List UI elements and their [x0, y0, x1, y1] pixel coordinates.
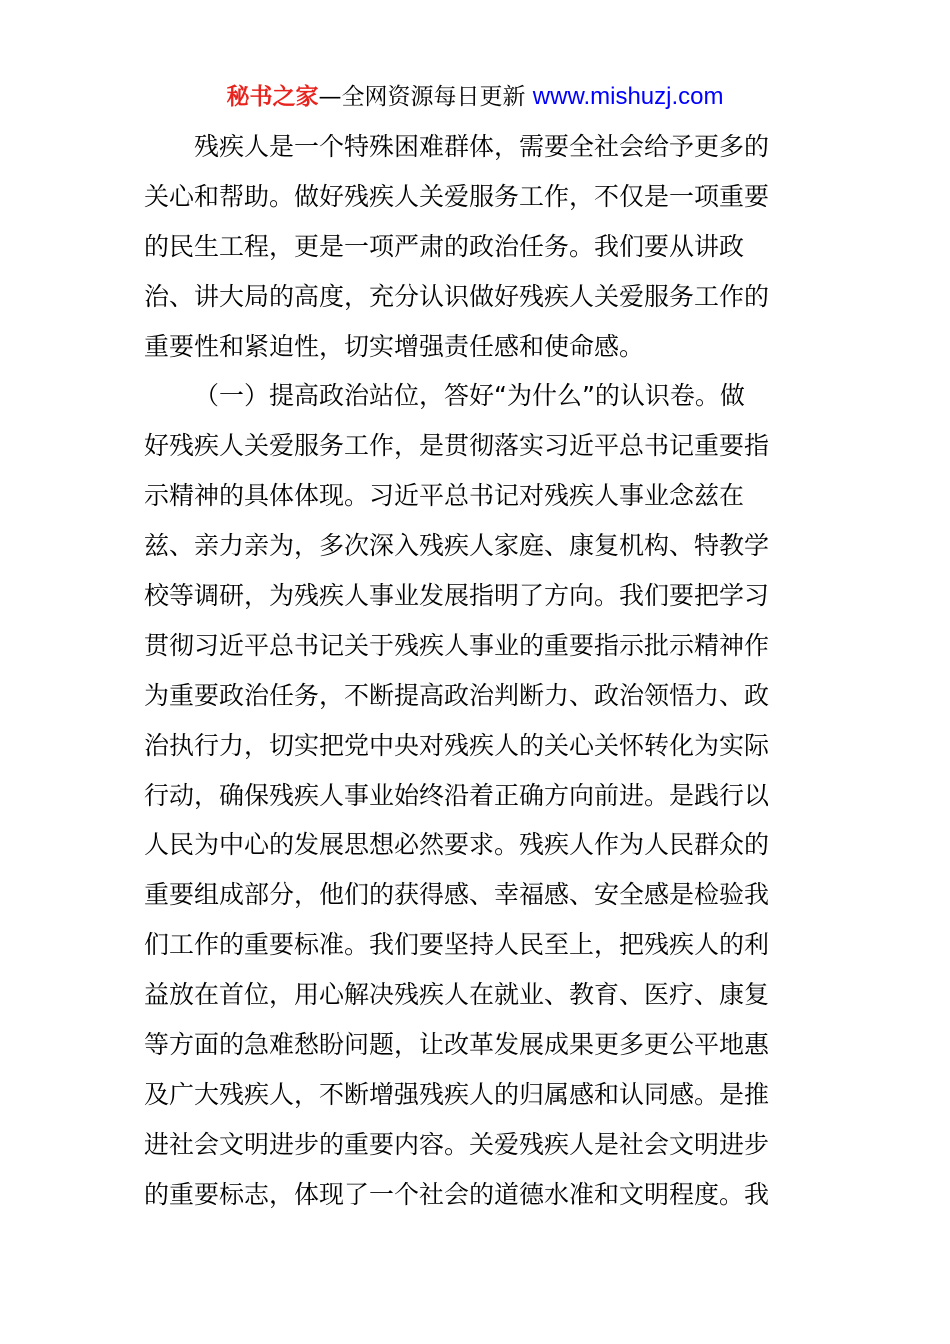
text-line: 进社会文明进步的重要内容。关爱残疾人是社会文明进步: [144, 1129, 770, 1159]
text-line: 行动，确保残疾人事业始终沿着正确方向前进。是践行以: [144, 780, 770, 810]
text-line: 贯彻习近平总书记关于残疾人事业的重要指示批示精神作: [144, 630, 770, 660]
text-line: 关心和帮助。做好残疾人关爱服务工作，不仅是一项重要: [144, 181, 770, 211]
text-line: 的民生工程，更是一项严肃的政治任务。我们要从讲政: [144, 231, 745, 261]
text-line: 重要性和紧迫性，切实增强责任感和使命感。: [144, 331, 645, 361]
section-heading-line: （一）提高政治站位，答好“为什么”的认识卷。做: [194, 381, 745, 411]
text-line: 及广大残疾人，不断增强残疾人的归属感和认同感。是推: [144, 1079, 770, 1109]
text-line: 重要组成部分，他们的获得感、幸福感、安全感是检验我: [144, 880, 770, 910]
text-line: 残疾人是一个特殊困难群体，需要全社会给予更多的: [194, 132, 770, 161]
text-line: 示精神的具体体现。习近平总书记对残疾人事业念兹在: [144, 481, 745, 511]
text-line: 人民为中心的发展思想必然要求。残疾人作为人民群众的: [144, 830, 770, 860]
site-tagline: —全网资源每日更新: [318, 84, 526, 110]
text-line: 为重要政治任务，不断提高政治判断力、政治领悟力、政: [144, 680, 770, 710]
site-url-link[interactable]: www.mishuzj.com: [532, 83, 724, 110]
text-line: 等方面的急难愁盼问题，让改革发展成果更多更公平地惠: [144, 1030, 770, 1060]
text-line: 兹、亲力亲为，多次深入残疾人家庭、康复机构、特教学: [144, 531, 770, 561]
text-line: 治执行力，切实把党中央对残疾人的关心关怀转化为实际: [144, 730, 770, 760]
site-header: [0, 82, 950, 112]
document-body: [144, 127, 808, 1225]
text-line: 益放在首位，用心解决残疾人在就业、教育、医疗、康复: [144, 980, 770, 1010]
text-line: 好残疾人关爱服务工作，是贯彻落实习近平总书记重要指: [144, 431, 770, 461]
site-brand: 秘书之家: [226, 84, 319, 110]
text-line: 们工作的重要标准。我们要坚持人民至上，把残疾人的利: [144, 930, 770, 960]
text-line: 校等调研，为残疾人事业发展指明了方向。我们要把学习: [144, 581, 770, 611]
text-line: 的重要标志，体现了一个社会的道德水准和文明程度。我: [144, 1179, 770, 1209]
text-line: 治、讲大局的高度，充分认识做好残疾人关爱服务工作的: [144, 281, 770, 311]
